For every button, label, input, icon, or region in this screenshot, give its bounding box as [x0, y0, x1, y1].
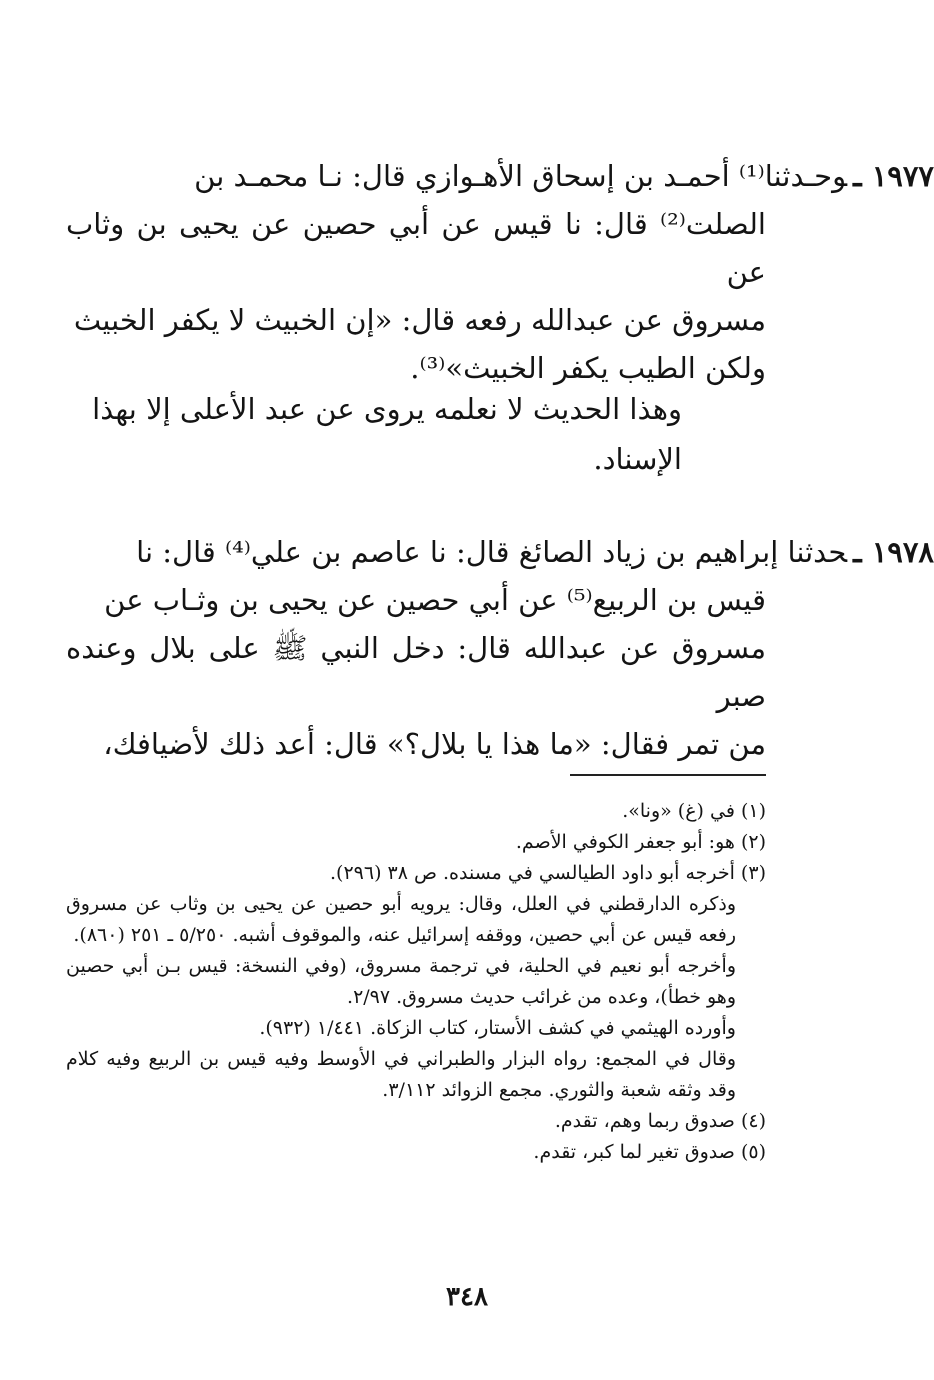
- hadith-text-line: حدثنا إبراهيم بن زياد الصائغ قال: نا عاصم بن علي⁽⁴⁾ قال: نا: [136, 535, 848, 569]
- footnote: (٤) صدوق ربما وهم، تقدم.: [554, 1110, 766, 1132]
- note-line: الإسناد.: [593, 442, 682, 476]
- hadith-number: ١٩٧٧ ـ: [853, 159, 934, 193]
- note-line: وهذا الحديث لا نعلمه يروى عن عبد الأعلى إلا بهذا: [92, 392, 682, 426]
- hadith-1978: [66, 528, 934, 768]
- footnote: (٣) أخرجه أبو داود الطيالسي في مسنده. ص ٣٨ (٢٩٦).: [330, 862, 766, 884]
- hadith-text-line: الصلت⁽²⁾ قال: نا قيس عن أبي حصين عن يحيى بن وثاب عن: [66, 207, 766, 289]
- footnote-continuation: وأورده الهيثمي في كشف الأستار، كتاب الزكاة. ١/٤٤١ (٩٣٢).: [259, 1017, 736, 1039]
- footnotes: [66, 796, 766, 1168]
- hadith-text-line: وحـدثنا⁽¹⁾ أحمـد بن إسحاق الأهـوازي قال: نـا محمـد بن: [194, 159, 848, 193]
- footnote-continuation: وذكره الدارقطني في العلل، وقال: يرويه أبو حصين عن يحيى بن وثاب عن مسروق رفعه قيس عن أبي حصين، ووقفه إسرائيل عنه، والموقوف أشبه. ٥/٢٥٠ ـ ٢٥١ (٨٦٠).: [66, 893, 736, 946]
- hadith-text-line: قيس بن الربيع⁽⁵⁾ عن أبي حصين عن يحيى بن وثـاب عن: [104, 583, 766, 617]
- footnote-separator: [570, 774, 766, 776]
- hadith-text-line: مسروق عن عبدالله قال: دخل النبي ﷺ على بلال وعنده صبر: [66, 631, 766, 713]
- page-number: ٣٤٨: [446, 1282, 488, 1312]
- footnote: (١) في (غ) «ونا».: [622, 800, 766, 822]
- hadith-1977: [66, 152, 934, 392]
- hadith-text-line: مسروق عن عبدالله رفعه قال: «إن الخبيث لا يكفر الخبيث: [73, 303, 766, 337]
- hadith-text-line: ولكن الطيب يكفر الخبيث»⁽³⁾.: [410, 351, 766, 385]
- footnote-continuation: وقال في المجمع: رواه البزار والطبراني في الأوسط وفيه قيس بن الربيع وفيه كلام وقد وثقه شعبة والثوري. مجمع الزوائد ٣/١١٢.: [66, 1048, 736, 1101]
- footnote: (٥) صدوق تغير لما كبر، تقدم.: [533, 1141, 766, 1163]
- hadith-text-line: من تمر فقال: «ما هذا يا بلال؟» قال: أعد ذلك لأضيافك،: [103, 727, 766, 761]
- hadith-number: ١٩٧٨ ـ: [853, 535, 934, 569]
- hadith-first-line: [66, 152, 934, 200]
- author-note: [66, 384, 682, 484]
- hadith-first-line: [66, 528, 934, 576]
- footnote: (٢) هو: أبو جعفر الكوفي الأصم.: [515, 831, 766, 853]
- footnote-continuation: وأخرجه أبو نعيم في الحلية، في ترجمة مسروق، (وفي النسخة: قيس بـن أبي حصين وهو خطأ)، وعده من غرائب حديث مسروق. ٢/٩٧.: [66, 955, 736, 1008]
